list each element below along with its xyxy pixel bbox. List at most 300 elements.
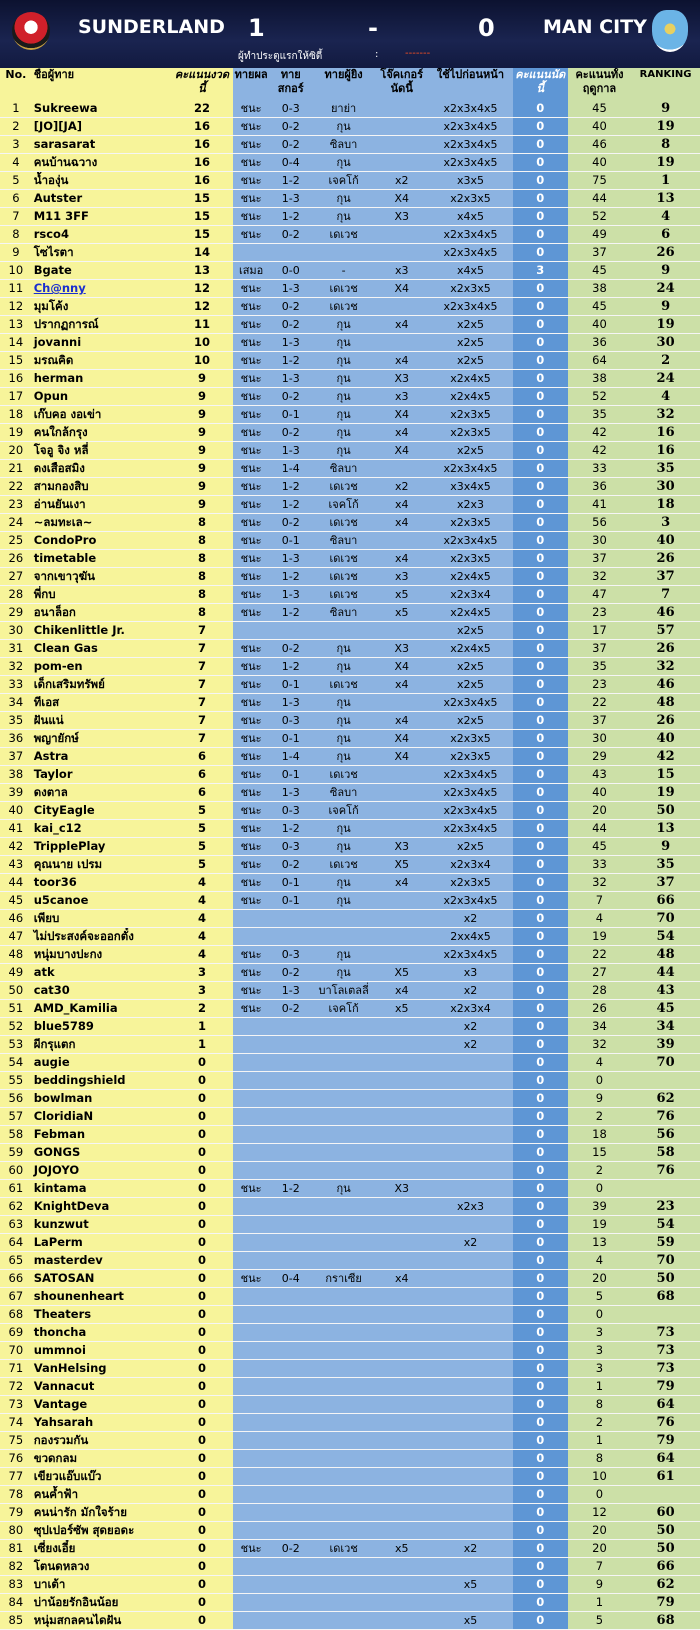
- table-row: [0, 388, 700, 406]
- game-points: 0: [513, 1288, 568, 1306]
- player-name: จากเขาวุฆัน: [32, 568, 172, 586]
- season-total: 40: [568, 316, 631, 334]
- predicted-scorer: กุน: [312, 316, 375, 334]
- joker: [375, 1450, 428, 1468]
- table-row: [0, 1342, 700, 1360]
- predicted-scorer: ซิลบา: [312, 604, 375, 622]
- ranking: 54: [631, 1216, 700, 1234]
- predicted-scorer: ซิลบา: [312, 532, 375, 550]
- player-name: KnightDeva: [32, 1198, 172, 1216]
- used-multipliers: x2x3x4: [428, 586, 513, 604]
- ranking: 1: [631, 172, 700, 190]
- predicted-score: 0-2: [270, 424, 312, 442]
- used-multipliers: [428, 1378, 513, 1396]
- game-points: 0: [513, 1522, 568, 1540]
- predicted-result: ชนะ: [233, 982, 270, 1000]
- used-multipliers: x2x3x4x5: [428, 820, 513, 838]
- used-multipliers: x2x3x4: [428, 856, 513, 874]
- predicted-score: [270, 1234, 312, 1252]
- joker: [375, 1144, 428, 1162]
- ranking: 35: [631, 856, 700, 874]
- joker: [375, 244, 428, 262]
- used-multipliers: x2x3: [428, 496, 513, 514]
- season-total: 40: [568, 784, 631, 802]
- game-points: 0: [513, 748, 568, 766]
- predicted-result: [233, 1072, 270, 1090]
- predicted-scorer: กุน: [312, 388, 375, 406]
- season-total: 2: [568, 1414, 631, 1432]
- table-row: [0, 1162, 700, 1180]
- table-row: [0, 550, 700, 568]
- predicted-scorer: บาโลเตลลี่: [312, 982, 375, 1000]
- used-multipliers: x2x4x5: [428, 388, 513, 406]
- used-multipliers: x2: [428, 982, 513, 1000]
- predicted-result: ชนะ: [233, 586, 270, 604]
- predicted-result: ชนะ: [233, 712, 270, 730]
- predicted-result: ชนะ: [233, 1180, 270, 1198]
- game-points: 0: [513, 298, 568, 316]
- used-multipliers: [428, 1072, 513, 1090]
- table-row: [0, 1540, 700, 1558]
- round-points: 8: [171, 604, 232, 622]
- row-number: 40: [0, 802, 32, 820]
- ranking: 26: [631, 640, 700, 658]
- used-multipliers: [428, 1306, 513, 1324]
- season-total: 37: [568, 550, 631, 568]
- round-points: 7: [171, 676, 232, 694]
- ranking: 73: [631, 1342, 700, 1360]
- ranking: 24: [631, 370, 700, 388]
- row-number: 16: [0, 370, 32, 388]
- joker: X3: [375, 208, 428, 226]
- ranking: 40: [631, 532, 700, 550]
- ranking: [631, 1180, 700, 1198]
- player-name: สามกองสิบ: [32, 478, 172, 496]
- round-points: 22: [171, 100, 232, 118]
- player-name: หนุ่มสกลคนไดฝัน: [32, 1612, 172, 1630]
- predicted-scorer: [312, 1414, 375, 1432]
- predicted-result: ชนะ: [233, 550, 270, 568]
- predicted-result: [233, 1054, 270, 1072]
- joker: [375, 100, 428, 118]
- joker: [375, 1522, 428, 1540]
- game-points: 0: [513, 694, 568, 712]
- predicted-score: [270, 1486, 312, 1504]
- predicted-result: ชนะ: [233, 676, 270, 694]
- row-number: 24: [0, 514, 32, 532]
- row-number: 20: [0, 442, 32, 460]
- column-header-ranking: RANKING: [631, 68, 700, 100]
- round-points: 0: [171, 1198, 232, 1216]
- table-row: [0, 694, 700, 712]
- ranking: 35: [631, 460, 700, 478]
- predicted-score: 0-4: [270, 154, 312, 172]
- home-score: 1: [248, 14, 265, 42]
- game-points: 0: [513, 1036, 568, 1054]
- predicted-scorer: กุน: [312, 838, 375, 856]
- player-name: Theaters: [32, 1306, 172, 1324]
- predicted-result: ชนะ: [233, 784, 270, 802]
- player-name: Vantage: [32, 1396, 172, 1414]
- used-multipliers: x3: [428, 964, 513, 982]
- predicted-score: 0-3: [270, 100, 312, 118]
- used-multipliers: [428, 1414, 513, 1432]
- table-row: [0, 1234, 700, 1252]
- season-total: 39: [568, 1198, 631, 1216]
- ranking: 16: [631, 424, 700, 442]
- predicted-score: 1-3: [270, 280, 312, 298]
- player-name: Clean Gas: [32, 640, 172, 658]
- used-multipliers: [428, 1396, 513, 1414]
- ranking: 62: [631, 1576, 700, 1594]
- predicted-score: [270, 1036, 312, 1054]
- joker: [375, 1108, 428, 1126]
- season-total: 4: [568, 1054, 631, 1072]
- predicted-result: [233, 1162, 270, 1180]
- predicted-scorer: [312, 1450, 375, 1468]
- predictions-table: [0, 68, 700, 1630]
- predicted-score: 0-1: [270, 532, 312, 550]
- ranking: 13: [631, 190, 700, 208]
- season-total: 29: [568, 748, 631, 766]
- row-number: 47: [0, 928, 32, 946]
- used-multipliers: [428, 1324, 513, 1342]
- first-scorer-value: -------: [405, 48, 431, 59]
- game-points: 0: [513, 190, 568, 208]
- season-total: 12: [568, 1504, 631, 1522]
- predicted-score: 1-4: [270, 748, 312, 766]
- game-points: 0: [513, 730, 568, 748]
- used-multipliers: x2x3x4x5: [428, 694, 513, 712]
- round-points: 0: [171, 1396, 232, 1414]
- predicted-scorer: [312, 1198, 375, 1216]
- first-scorer-colon: :: [375, 49, 379, 60]
- predicted-score: [270, 1414, 312, 1432]
- predicted-scorer: กุน: [312, 964, 375, 982]
- joker: x5: [375, 586, 428, 604]
- column-header-name: ชื่อผู้ทาย: [32, 68, 172, 100]
- row-number: 80: [0, 1522, 32, 1540]
- table-row: [0, 964, 700, 982]
- joker: [375, 1360, 428, 1378]
- used-multipliers: x4x5: [428, 262, 513, 280]
- table-row: [0, 874, 700, 892]
- table-row: [0, 1612, 700, 1630]
- season-total: 0: [568, 1180, 631, 1198]
- predicted-result: ชนะ: [233, 946, 270, 964]
- used-multipliers: x4x5: [428, 208, 513, 226]
- round-points: 15: [171, 190, 232, 208]
- round-points: 7: [171, 658, 232, 676]
- predicted-result: ชนะ: [233, 856, 270, 874]
- player-name: LaPerm: [32, 1234, 172, 1252]
- predicted-scorer: กุน: [312, 370, 375, 388]
- table-row: [0, 1000, 700, 1018]
- season-total: 18: [568, 1126, 631, 1144]
- round-points: 0: [171, 1180, 232, 1198]
- joker: [375, 1432, 428, 1450]
- game-points: 0: [513, 1018, 568, 1036]
- predicted-result: [233, 1216, 270, 1234]
- game-points: 0: [513, 172, 568, 190]
- season-total: 40: [568, 154, 631, 172]
- player-name: timetable: [32, 550, 172, 568]
- used-multipliers: x2x3x5: [428, 424, 513, 442]
- predicted-scorer: [312, 1144, 375, 1162]
- predicted-result: [233, 1378, 270, 1396]
- joker: [375, 1468, 428, 1486]
- season-total: 3: [568, 1360, 631, 1378]
- season-total: 3: [568, 1324, 631, 1342]
- joker: [375, 1486, 428, 1504]
- round-points: 16: [171, 136, 232, 154]
- ranking: 4: [631, 208, 700, 226]
- season-total: 17: [568, 622, 631, 640]
- predicted-score: 0-2: [270, 298, 312, 316]
- table-row: [0, 1288, 700, 1306]
- predicted-result: ชนะ: [233, 640, 270, 658]
- player-name[interactable]: Ch@nny: [32, 280, 172, 298]
- ranking: 48: [631, 946, 700, 964]
- joker: [375, 1198, 428, 1216]
- table-row: [0, 1324, 700, 1342]
- used-multipliers: x2x5: [428, 622, 513, 640]
- joker: [375, 1090, 428, 1108]
- ranking: 50: [631, 1540, 700, 1558]
- used-multipliers: [428, 1360, 513, 1378]
- row-number: 58: [0, 1126, 32, 1144]
- used-multipliers: x2x3x4x5: [428, 298, 513, 316]
- ranking: [631, 1486, 700, 1504]
- row-number: 76: [0, 1450, 32, 1468]
- used-multipliers: x2x3x5: [428, 550, 513, 568]
- round-points: 9: [171, 370, 232, 388]
- predicted-result: ชนะ: [233, 226, 270, 244]
- predicted-score: 0-2: [270, 964, 312, 982]
- predicted-scorer: เดเวช: [312, 514, 375, 532]
- game-points: 0: [513, 1414, 568, 1432]
- used-multipliers: x2x3x4x5: [428, 892, 513, 910]
- predicted-scorer: [312, 1108, 375, 1126]
- used-multipliers: [428, 1144, 513, 1162]
- player-name: ผีกรุแตก: [32, 1036, 172, 1054]
- ranking: 9: [631, 100, 700, 118]
- joker: [375, 1252, 428, 1270]
- predicted-scorer: [312, 1594, 375, 1612]
- predicted-result: ชนะ: [233, 172, 270, 190]
- game-points: 0: [513, 136, 568, 154]
- table-row: [0, 1198, 700, 1216]
- used-multipliers: x2x3x5: [428, 514, 513, 532]
- table-row: [0, 910, 700, 928]
- predicted-score: 1-2: [270, 604, 312, 622]
- table-body: [0, 100, 700, 1630]
- predicted-result: ชนะ: [233, 730, 270, 748]
- joker: x5: [375, 1540, 428, 1558]
- predicted-score: 0-4: [270, 1270, 312, 1288]
- predicted-scorer: กุน: [312, 406, 375, 424]
- score-dash: -: [368, 14, 378, 42]
- column-header-season-total: คะแนนทั้งฤดูกาล: [568, 68, 631, 100]
- predicted-score: [270, 1450, 312, 1468]
- predicted-scorer: เจคโก้: [312, 1000, 375, 1018]
- predicted-score: 0-2: [270, 640, 312, 658]
- ranking: 30: [631, 334, 700, 352]
- season-total: 36: [568, 334, 631, 352]
- row-number: 59: [0, 1144, 32, 1162]
- predicted-score: 0-2: [270, 118, 312, 136]
- predicted-result: ชนะ: [233, 1270, 270, 1288]
- used-multipliers: x2x3x4x5: [428, 802, 513, 820]
- row-number: 31: [0, 640, 32, 658]
- table-row: [0, 190, 700, 208]
- table-row: [0, 1270, 700, 1288]
- player-name: kunzwut: [32, 1216, 172, 1234]
- player-name: มรณคิด: [32, 352, 172, 370]
- predicted-result: ชนะ: [233, 352, 270, 370]
- player-name: CityEagle: [32, 802, 172, 820]
- joker: [375, 1036, 428, 1054]
- row-number: 83: [0, 1576, 32, 1594]
- predicted-result: ชนะ: [233, 478, 270, 496]
- joker: x3: [375, 262, 428, 280]
- row-number: 44: [0, 874, 32, 892]
- round-points: 8: [171, 532, 232, 550]
- table-row: [0, 766, 700, 784]
- table-row: [0, 1036, 700, 1054]
- predicted-scorer: กราเซีย: [312, 1270, 375, 1288]
- game-points: 0: [513, 820, 568, 838]
- predicted-result: ชนะ: [233, 118, 270, 136]
- season-total: 20: [568, 1270, 631, 1288]
- joker: X4: [375, 658, 428, 676]
- table-row: [0, 1558, 700, 1576]
- round-points: 0: [171, 1378, 232, 1396]
- row-number: 39: [0, 784, 32, 802]
- predicted-result: [233, 1234, 270, 1252]
- predicted-score: [270, 1378, 312, 1396]
- table-row: [0, 1414, 700, 1432]
- predicted-score: 1-2: [270, 352, 312, 370]
- predicted-score: 0-2: [270, 856, 312, 874]
- ranking: 76: [631, 1108, 700, 1126]
- predicted-result: [233, 1342, 270, 1360]
- round-points: 0: [171, 1540, 232, 1558]
- joker: x3: [375, 568, 428, 586]
- predicted-result: ชนะ: [233, 874, 270, 892]
- predicted-result: ชนะ: [233, 280, 270, 298]
- row-number: 22: [0, 478, 32, 496]
- season-total: 64: [568, 352, 631, 370]
- round-points: 0: [171, 1090, 232, 1108]
- table-row: [0, 424, 700, 442]
- player-name: Chikenlittle Jr.: [32, 622, 172, 640]
- row-number: 28: [0, 586, 32, 604]
- round-points: 7: [171, 640, 232, 658]
- joker: [375, 1306, 428, 1324]
- season-total: 36: [568, 478, 631, 496]
- used-multipliers: x2x3x4x5: [428, 244, 513, 262]
- predicted-scorer: [312, 1216, 375, 1234]
- column-header-result: ทายผล: [233, 68, 270, 100]
- round-points: 8: [171, 514, 232, 532]
- joker: X5: [375, 964, 428, 982]
- row-number: 57: [0, 1108, 32, 1126]
- predicted-result: ชนะ: [233, 532, 270, 550]
- ranking: 79: [631, 1378, 700, 1396]
- predicted-score: 0-2: [270, 514, 312, 532]
- row-number: 51: [0, 1000, 32, 1018]
- table-row: [0, 838, 700, 856]
- predicted-result: [233, 1576, 270, 1594]
- predicted-scorer: [312, 1378, 375, 1396]
- predicted-scorer: เดเวช: [312, 676, 375, 694]
- season-total: 13: [568, 1234, 631, 1252]
- used-multipliers: x3x5: [428, 172, 513, 190]
- predicted-score: [270, 1576, 312, 1594]
- season-total: 33: [568, 460, 631, 478]
- used-multipliers: x2x5: [428, 334, 513, 352]
- used-multipliers: [428, 1342, 513, 1360]
- round-points: 0: [171, 1216, 232, 1234]
- round-points: 9: [171, 478, 232, 496]
- season-total: 34: [568, 1018, 631, 1036]
- table-row: [0, 514, 700, 532]
- game-points: 0: [513, 712, 568, 730]
- predicted-score: [270, 1342, 312, 1360]
- player-name: ปรากฏการณ์: [32, 316, 172, 334]
- predicted-scorer: [312, 1162, 375, 1180]
- table-header-row: [0, 68, 700, 100]
- used-multipliers: x2x3x5: [428, 874, 513, 892]
- predicted-scorer: เจคโก้: [312, 802, 375, 820]
- used-multipliers: [428, 1126, 513, 1144]
- predicted-scorer: กุน: [312, 694, 375, 712]
- ranking: 56: [631, 1126, 700, 1144]
- round-points: 12: [171, 280, 232, 298]
- joker: x4: [375, 982, 428, 1000]
- player-name: toor36: [32, 874, 172, 892]
- round-points: 12: [171, 298, 232, 316]
- round-points: 7: [171, 694, 232, 712]
- row-number: 10: [0, 262, 32, 280]
- predicted-scorer: [312, 1486, 375, 1504]
- predicted-score: [270, 1522, 312, 1540]
- used-multipliers: x5: [428, 1612, 513, 1630]
- used-multipliers: x5: [428, 1576, 513, 1594]
- ranking: 15: [631, 766, 700, 784]
- used-multipliers: [428, 1486, 513, 1504]
- round-points: 8: [171, 586, 232, 604]
- predicted-scorer: เดเวช: [312, 226, 375, 244]
- ranking: 19: [631, 316, 700, 334]
- row-number: 62: [0, 1198, 32, 1216]
- player-name: โจอู จิง หลี่: [32, 442, 172, 460]
- ranking: 50: [631, 1270, 700, 1288]
- round-points: 10: [171, 352, 232, 370]
- predicted-scorer: กุน: [312, 748, 375, 766]
- game-points: 0: [513, 550, 568, 568]
- game-points: 0: [513, 766, 568, 784]
- season-total: 44: [568, 190, 631, 208]
- round-points: 15: [171, 208, 232, 226]
- row-number: 13: [0, 316, 32, 334]
- season-total: 5: [568, 1288, 631, 1306]
- round-points: 2: [171, 1000, 232, 1018]
- season-total: 8: [568, 1450, 631, 1468]
- table-row: [0, 1252, 700, 1270]
- joker: x4: [375, 424, 428, 442]
